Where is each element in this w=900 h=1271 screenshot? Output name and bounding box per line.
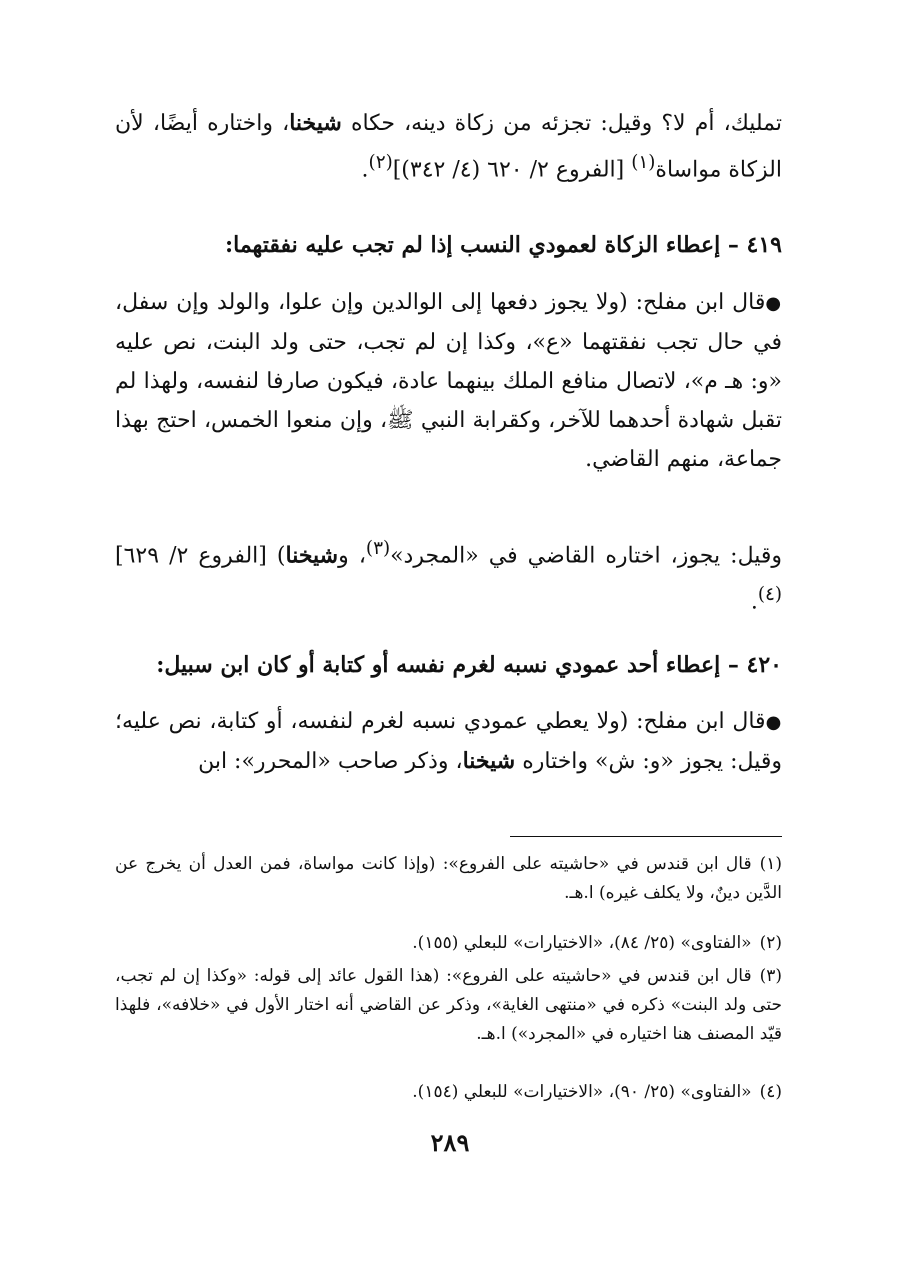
p1-shaykhuna: شيخنا [289, 110, 342, 136]
p1-text-c: ، واختاره أيضًا، لأن الزكاة مواساة [115, 111, 782, 183]
footnote-number: (٢) [759, 933, 782, 953]
p3-text-e: . [750, 589, 758, 615]
footnote-separator [510, 836, 782, 837]
footnote-number: (١) [759, 854, 782, 874]
p3-text-b: ، و [338, 543, 366, 569]
footnote-2 [115, 929, 782, 958]
p4-shaykhuna: شيخنا [462, 748, 516, 774]
footnote-text: «الفتاوى» (٢٥/ ٨٤)، «الاختيارات» للبعلي (١٥٥). [412, 933, 752, 953]
bullet-icon: ● [765, 712, 783, 733]
footnote-ref-2[interactable]: (٢) [368, 152, 393, 173]
bullet-icon: ● [765, 293, 782, 314]
p3-shaykhuna: شيخنا [285, 542, 339, 569]
p1-text-e: . [361, 157, 369, 183]
footnote-text: قال ابن قندس في «حاشيته على الفروع»: (هذا القول عائد إلى قوله: «وكذا إن لم تجب، حتى ولد البنت» ذكره في «منتهى الغاية»، وذكر عن القاضي أنه اختار الأول في «خلافه»، فلهذا قيّد المصنف هنا اختياره في «المجرد») ا.هـ. [115, 966, 782, 1044]
paragraph-zakat-debt [115, 104, 782, 189]
footnote-4 [115, 1078, 782, 1107]
paragraph-qila-yajuz [115, 529, 782, 622]
p4-text-a: قال ابن مفلح: (ولا يعطي عمودي نسبه لغرم لنفسه، أو كتابة، نص عليه؛ وقيل: يجوز «و: ش» واختاره [115, 709, 782, 774]
footnote-text: قال ابن قندس في «حاشيته على الفروع»: (وإذا كانت مواساة، فمن العدل أن يخرج عن الدَّين دينٌ، ولا يكلف غيره) ا.هـ. [115, 854, 782, 903]
section-heading-419: ٤١٩ – إعطاء الزكاة لعمودي النسب إذا لم تجب عليه نفقتهما: [225, 232, 782, 258]
p2-text: قال ابن مفلح: (ولا يجوز دفعها إلى الوالدين وإن علوا، والولد وإن سفل، في حال تجب نفقتهما «ع»، وكذا إن لم تجب، حتى ولد البنت، نص عليه «و: هـ م»، لاتصال منافع الملك بينهما عادة، فيكون صارفا لنفسه، ولهذا لم تقبل شهادة أحدهما للآخر، وكقرابة النبي ﷺ، وإن منعوا الخمس، احتج بهذا جماعة، منهم القاضي. [115, 290, 782, 472]
section-heading-420: ٤٢٠ – إعطاء أحد عمودي نسبه لغرم نفسه أو كتابة أو كان ابن سبيل: [156, 652, 782, 678]
paragraph-ibn-muflih-2 [115, 702, 782, 781]
p3-citation: ) [الفروع ٢/ ٦٢٩] [115, 543, 286, 569]
footnote-number: (٤) [759, 1082, 782, 1102]
footnote-ref-4[interactable]: (٤) [757, 584, 782, 606]
footnote-ref-1[interactable]: (١) [631, 152, 656, 173]
footnote-3 [115, 962, 782, 1049]
footnote-ref-3[interactable]: (٣) [365, 538, 391, 559]
footnote-text: «الفتاوى» (٢٥/ ٩٠)، «الاختيارات» للبعلي (١٥٤). [412, 1082, 752, 1102]
paragraph-ibn-muflih-1 [115, 283, 782, 479]
page-number: ٢٨٩ [430, 1128, 470, 1157]
footnote-1 [115, 850, 782, 908]
p4-text-c: ، وذكر صاحب «المحرر»: ابن [198, 749, 463, 774]
p1-text-a: تمليك، أم لا؟ وقيل: تجزئه من زكاة دينه، حكاه [341, 111, 782, 136]
footnote-number: (٣) [759, 966, 782, 986]
p3-text-a: وقيل: يجوز، اختاره القاضي في «المجرد» [390, 543, 783, 569]
p1-citation: [الفروع ٢/ ٦٢٠ (٤/ ٣٤٢)] [392, 157, 632, 183]
